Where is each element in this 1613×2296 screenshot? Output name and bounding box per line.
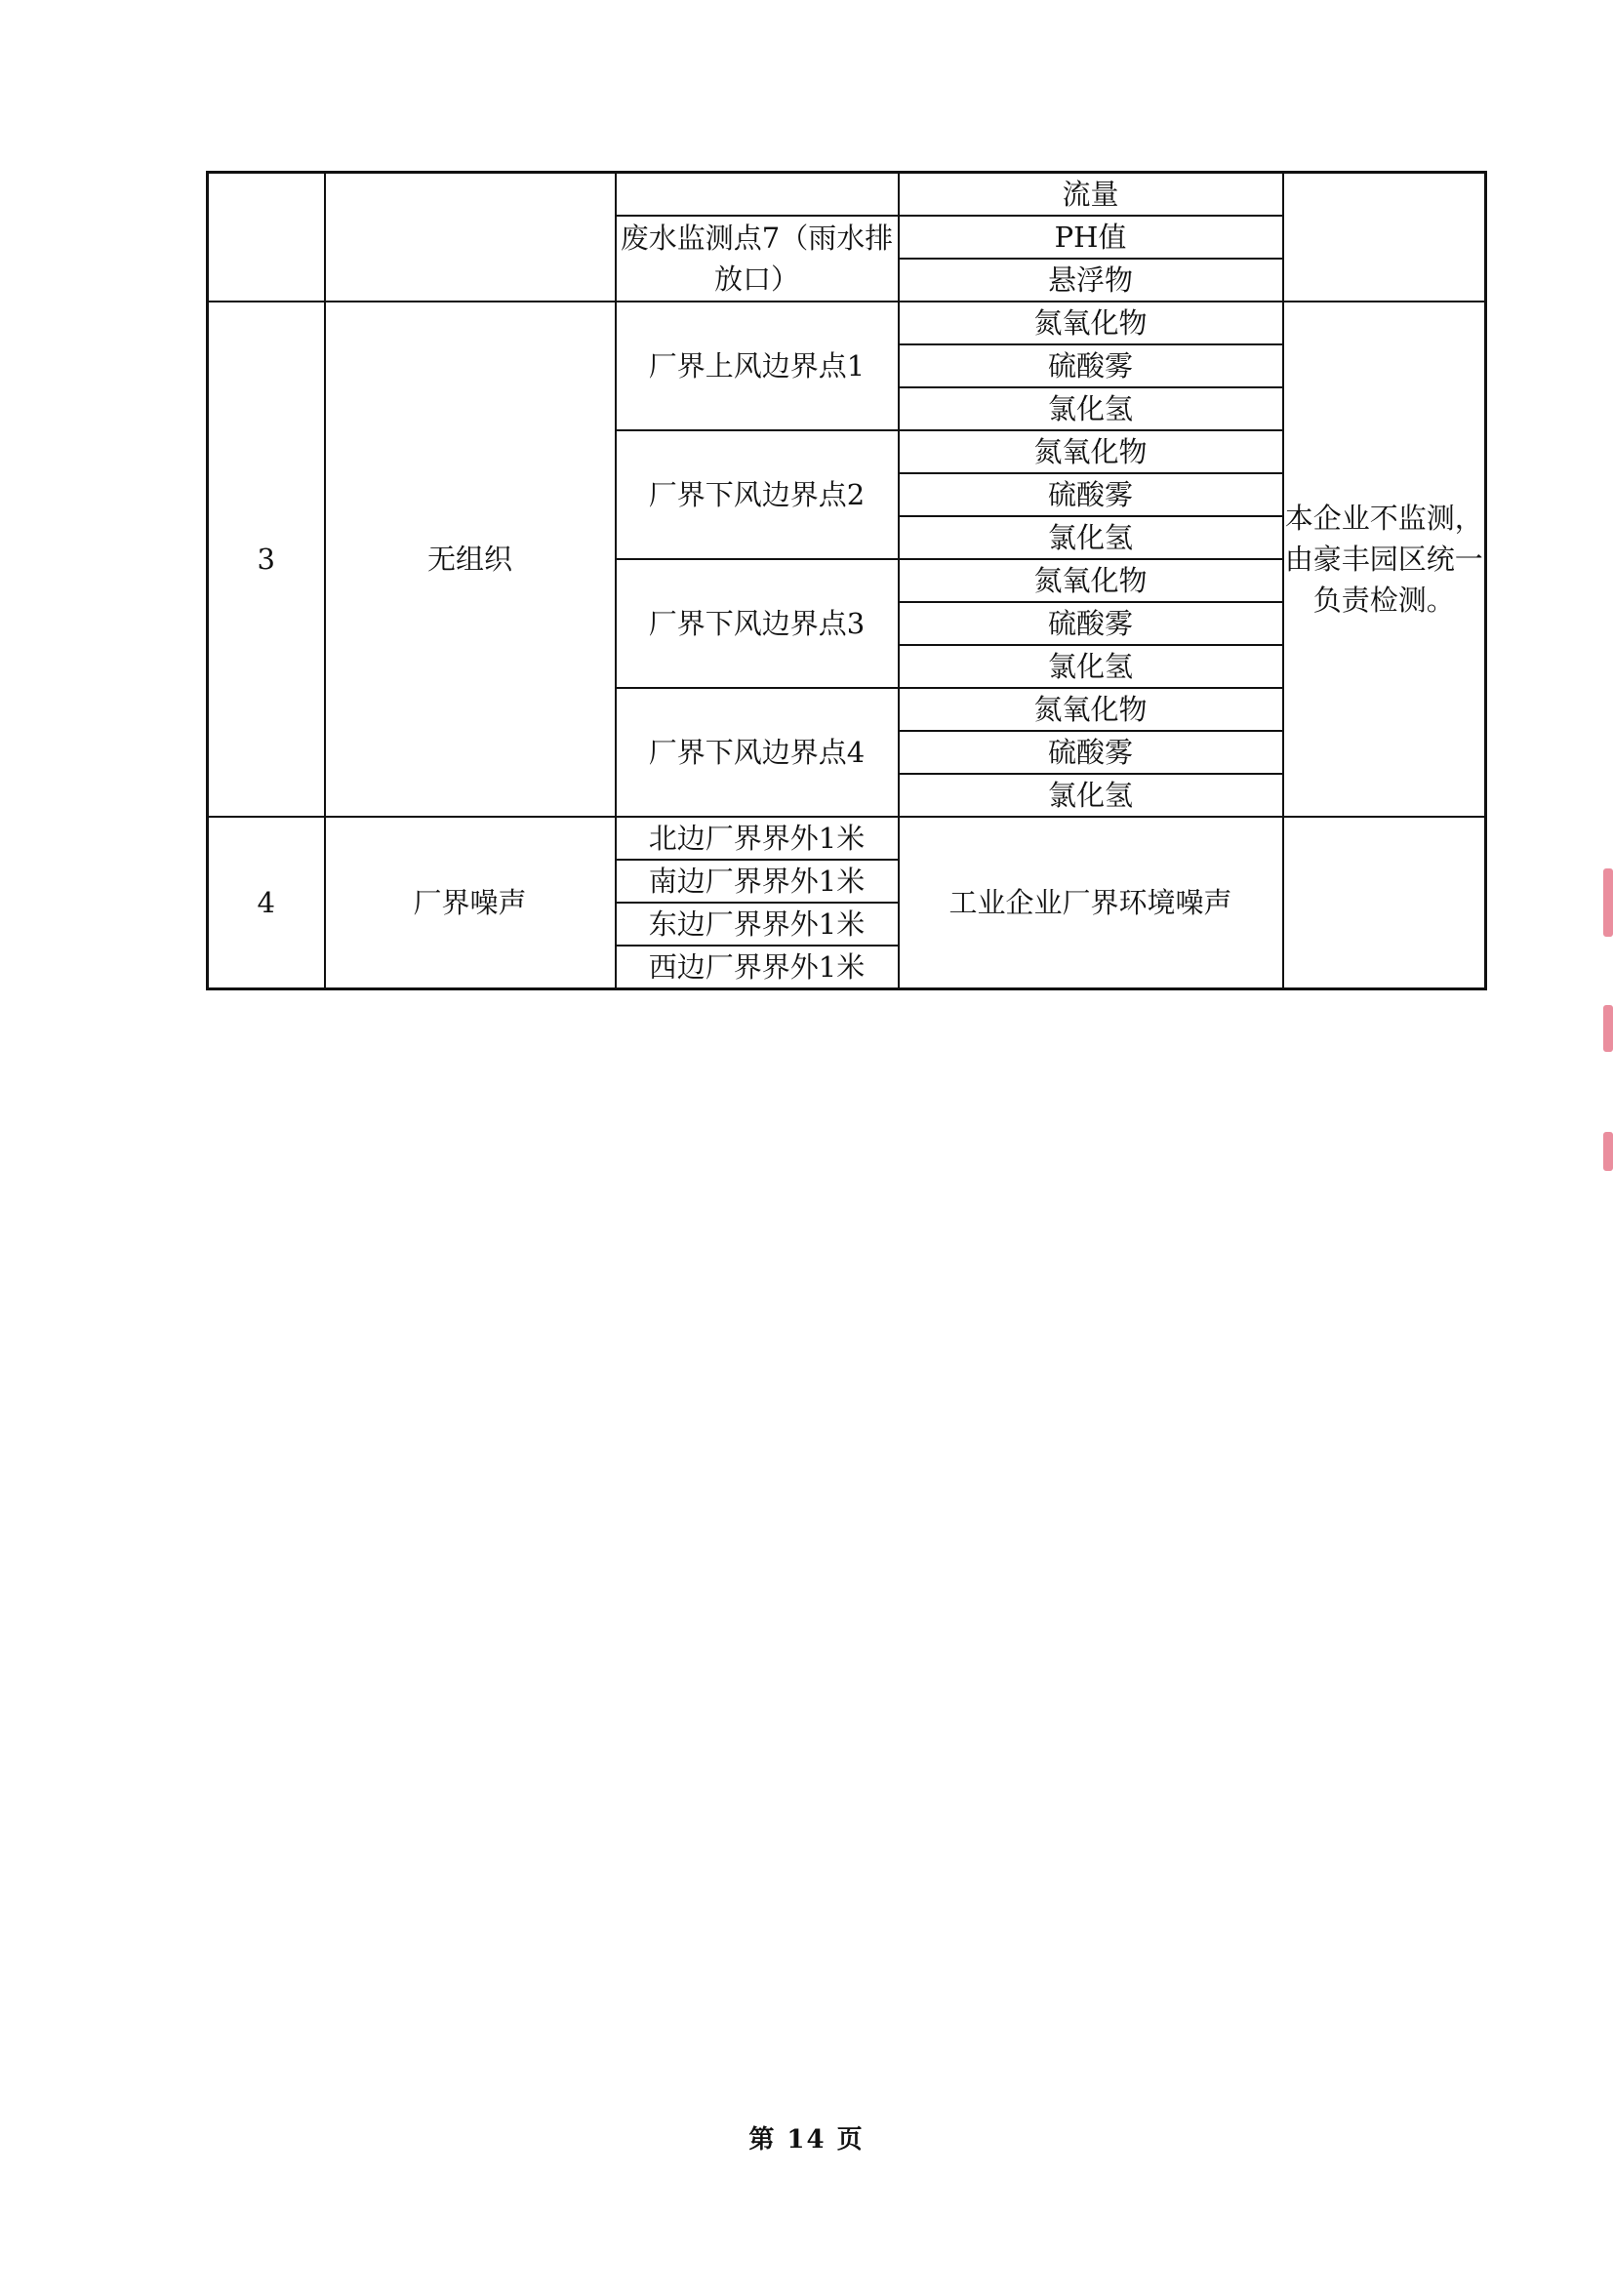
cell-item: PH值 [899, 216, 1283, 259]
cell-category: 厂界噪声 [325, 817, 616, 989]
cell-no: 3 [208, 302, 325, 817]
cell-item: 硫酸雾 [899, 602, 1283, 645]
cell-category [325, 173, 616, 302]
cell-note: 本企业不监测，由豪丰园区统一负责检测。 [1283, 302, 1486, 817]
cell-item: 流量 [899, 173, 1283, 217]
cell-item: 工业企业厂界环境噪声 [899, 817, 1283, 989]
cell-item: 硫酸雾 [899, 344, 1283, 387]
cell-note [1283, 817, 1486, 989]
page-number: 第 14 页 [748, 2125, 865, 2155]
cell-item: 硫酸雾 [899, 473, 1283, 516]
cell-point: 北边厂界界外1米 [616, 817, 899, 860]
table-row [208, 302, 1486, 344]
cell-item: 氮氧化物 [899, 559, 1283, 602]
cell-point [616, 173, 899, 217]
cell-point: 西边厂界界外1米 [616, 946, 899, 989]
cell-item: 氯化氢 [899, 516, 1283, 559]
cell-point: 南边厂界界外1米 [616, 860, 899, 903]
cell-point: 东边厂界界外1米 [616, 903, 899, 946]
seal-fragment [1603, 1132, 1613, 1171]
cell-item: 氮氧化物 [899, 688, 1283, 731]
cell-no: 4 [208, 817, 325, 989]
cell-point: 废水监测点7（雨水排放口） [616, 216, 899, 302]
table-row [208, 173, 1486, 217]
monitoring-table [206, 171, 1487, 990]
cell-item: 氯化氢 [899, 774, 1283, 817]
seal-fragment [1603, 1005, 1613, 1052]
cell-no [208, 173, 325, 302]
cell-item: 硫酸雾 [899, 731, 1283, 774]
cell-item: 氯化氢 [899, 645, 1283, 688]
cell-item: 氮氧化物 [899, 302, 1283, 344]
cell-item: 氯化氢 [899, 387, 1283, 430]
cell-point: 厂界下风边界点4 [616, 688, 899, 817]
table-row [208, 817, 1486, 860]
cell-item: 悬浮物 [899, 259, 1283, 302]
cell-item: 氮氧化物 [899, 430, 1283, 473]
cell-category: 无组织 [325, 302, 616, 817]
cell-point: 厂界上风边界点1 [616, 302, 899, 430]
cell-note [1283, 173, 1486, 302]
cell-point: 厂界下风边界点3 [616, 559, 899, 688]
cell-point: 厂界下风边界点2 [616, 430, 899, 559]
seal-fragment [1603, 868, 1613, 937]
